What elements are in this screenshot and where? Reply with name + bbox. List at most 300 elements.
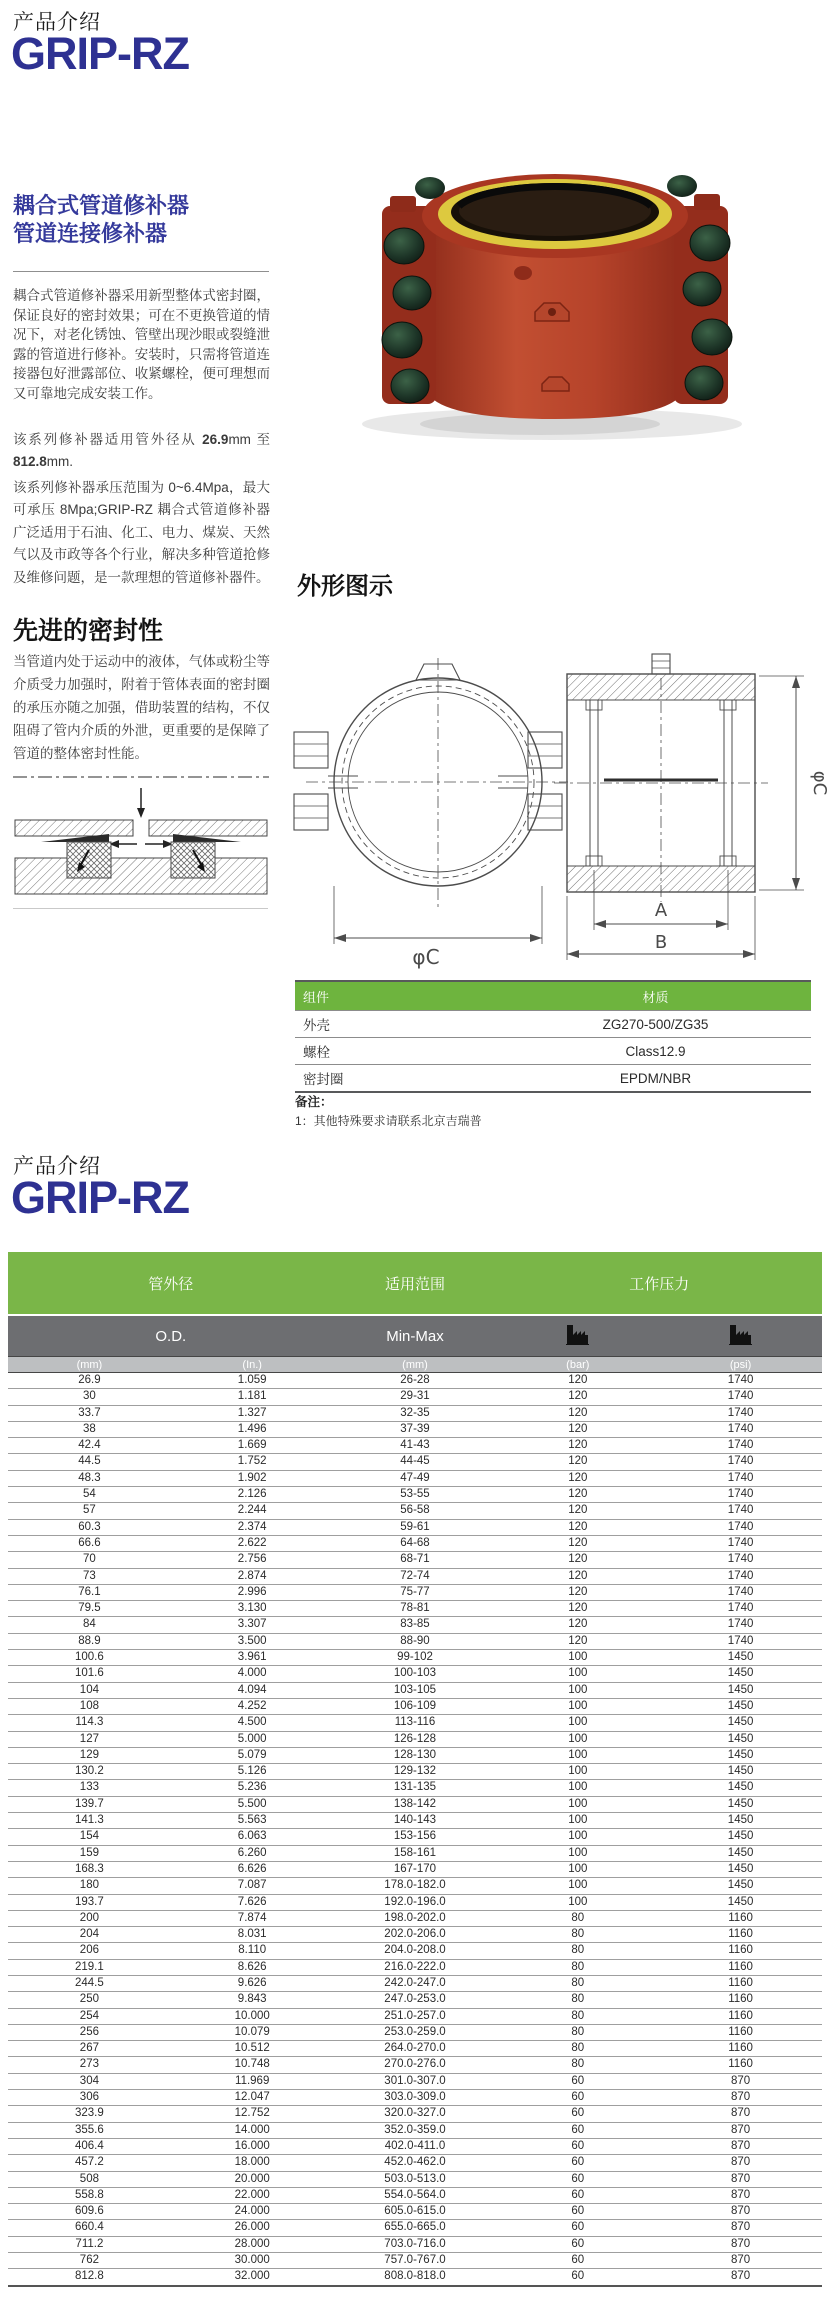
cell: 88-90	[334, 1633, 497, 1649]
cell: 106-109	[334, 1698, 497, 1714]
cell: 100	[496, 1650, 659, 1666]
cell: 7.626	[171, 1894, 334, 1910]
dim-a-label: A	[654, 900, 668, 921]
cell: 4.500	[171, 1715, 334, 1731]
cell: 120	[496, 1601, 659, 1617]
cell: 2.996	[171, 1584, 334, 1600]
cell: 5.236	[171, 1780, 334, 1796]
spec-group-header-row	[8, 1252, 822, 1315]
cell: 72-74	[334, 1568, 497, 1584]
table-row	[8, 1796, 822, 1812]
table-row	[8, 1487, 822, 1503]
table-row	[8, 1373, 822, 1389]
table-row	[8, 1405, 822, 1421]
cell: 4.094	[171, 1682, 334, 1698]
table-row	[8, 1617, 822, 1633]
cell: 80	[496, 2041, 659, 2057]
table-row	[8, 2138, 822, 2154]
cell: 80	[496, 2057, 659, 2073]
flow-arrows	[109, 840, 173, 848]
table-row	[8, 2090, 822, 2106]
table-row	[8, 1666, 822, 1682]
table-row	[8, 1845, 822, 1861]
cell: 104	[8, 1682, 171, 1698]
cell: 1740	[659, 1535, 822, 1551]
cell: 127	[8, 1731, 171, 1747]
table-row	[8, 1943, 822, 1959]
cell: 870	[659, 2220, 822, 2236]
unit-mm-range: (mm)	[334, 1357, 497, 1373]
cell: 3.307	[171, 1617, 334, 1633]
cell: Class12.9	[500, 1038, 811, 1065]
cell: 37-39	[334, 1421, 497, 1437]
cell: 247.0-253.0	[334, 1992, 497, 2008]
cell: 60	[496, 2155, 659, 2171]
cell: 503.0-513.0	[334, 2171, 497, 2187]
subtitle-line-2: 管道连接修补器	[13, 221, 168, 246]
cell: 554.0-564.0	[334, 2187, 497, 2203]
cell: 120	[496, 1487, 659, 1503]
cell: 808.0-818.0	[334, 2269, 497, 2286]
cell: 711.2	[8, 2236, 171, 2252]
table-row	[8, 1454, 822, 1470]
cell: 1450	[659, 1747, 822, 1763]
cell: 8.626	[171, 1959, 334, 1975]
cell: 20.000	[171, 2171, 334, 2187]
cell: 192.0-196.0	[334, 1894, 497, 1910]
cell: 120	[496, 1421, 659, 1437]
outline-heading: 外形图示	[297, 573, 393, 600]
table-row	[8, 2057, 822, 2073]
cell: 16.000	[171, 2138, 334, 2154]
cell: 1450	[659, 1796, 822, 1812]
cell: 204.0-208.0	[334, 1943, 497, 1959]
cell: 5.000	[171, 1731, 334, 1747]
cell: 3.130	[171, 1601, 334, 1617]
cell: 1740	[659, 1601, 822, 1617]
cell: 168.3	[8, 1861, 171, 1877]
cell: EPDM/NBR	[500, 1065, 811, 1093]
cell: 56-58	[334, 1503, 497, 1519]
cell: 153-156	[334, 1829, 497, 1845]
table-row	[8, 2008, 822, 2024]
cell: 1740	[659, 1552, 822, 1568]
cell: 870	[659, 2138, 822, 2154]
brand-title: GRIP-RZ	[11, 1172, 189, 1223]
table-row	[8, 2171, 822, 2187]
cell: 60	[496, 2236, 659, 2252]
sealing-paragraph: 当管道内处于运动中的液体，气体或粉尘等介质受力加强时，附着于管体表面的密封圈的承压亦随之加强，借助装置的结构，不仅阻碍了管内介质的外泄，更重要的是保障了管道的整体密封性能。	[13, 654, 270, 761]
cell: 12.752	[171, 2106, 334, 2122]
cell: 84	[8, 1617, 171, 1633]
header-pressure-bar	[496, 1315, 659, 1357]
seal-cross-section-diagram	[13, 770, 269, 896]
table-row	[8, 2122, 822, 2138]
cell: 32.000	[171, 2269, 334, 2286]
cell: 3.961	[171, 1650, 334, 1666]
cell: 1740	[659, 1373, 822, 1389]
cell: 870	[659, 2171, 822, 2187]
cell: 870	[659, 2236, 822, 2252]
table-row	[8, 2024, 822, 2040]
cell: 60	[496, 2253, 659, 2269]
cell: 12.047	[171, 2090, 334, 2106]
header-applicable-range: 适用范围	[334, 1252, 497, 1315]
dim-b-label: B	[654, 932, 668, 953]
cell: 131-135	[334, 1780, 497, 1796]
cell: 180	[8, 1878, 171, 1894]
cell: 44-45	[334, 1454, 497, 1470]
table-row	[8, 2187, 822, 2203]
table-row	[8, 1519, 822, 1535]
materials-table	[295, 980, 811, 1093]
min-diameter: 26.9	[202, 432, 229, 447]
cell: 30	[8, 1389, 171, 1405]
cell: 812.8	[8, 2269, 171, 2286]
cell: 1740	[659, 1389, 822, 1405]
cell: 60	[496, 2220, 659, 2236]
cell: 870	[659, 2187, 822, 2203]
cell: 609.6	[8, 2204, 171, 2220]
cell: 60	[496, 2090, 659, 2106]
materials-header-component: 组件	[295, 981, 500, 1011]
cell: 4.252	[171, 1698, 334, 1714]
cell: 75-77	[334, 1584, 497, 1600]
table-row	[8, 1959, 822, 1975]
cell: ZG270-500/ZG35	[500, 1011, 811, 1038]
cell: 870	[659, 2122, 822, 2138]
header-od: O.D.	[8, 1315, 334, 1357]
cell: 88.9	[8, 1633, 171, 1649]
cell: 100	[496, 1813, 659, 1829]
front-view-lines	[294, 658, 568, 910]
pressure-paragraph: 该系列修补器承压范围为 0~6.4Mpa，最大可承压 8Mpa;GRIP-RZ 耦合式管道修补器广泛适用于石油、化工、电力、煤炭、天然气以及市政等各个行业，解决多种管道抢修及维修问题，是一款理想的管道修补器件。	[13, 480, 270, 585]
top-rim	[422, 174, 688, 258]
cell: 128-130	[334, 1747, 497, 1763]
cell: 2.874	[171, 1568, 334, 1584]
cell: 1450	[659, 1764, 822, 1780]
cell: 1.181	[171, 1389, 334, 1405]
cell: 4.000	[171, 1666, 334, 1682]
cell: 251.0-257.0	[334, 2008, 497, 2024]
divider	[13, 908, 268, 909]
cell: 558.8	[8, 2187, 171, 2203]
cell: 139.7	[8, 1796, 171, 1812]
cell: 1740	[659, 1633, 822, 1649]
cell: 133	[8, 1780, 171, 1796]
table-row	[8, 1992, 822, 2008]
pipe-wall-left	[15, 820, 133, 836]
table-row	[8, 1601, 822, 1617]
cell: 1740	[659, 1617, 822, 1633]
cell: 60	[496, 2269, 659, 2286]
cell: 41-43	[334, 1438, 497, 1454]
front-dim-label: φC	[412, 945, 440, 969]
cell: 1740	[659, 1405, 822, 1421]
cell: 2.756	[171, 1552, 334, 1568]
cell: 306	[8, 2090, 171, 2106]
cell: 47-49	[334, 1470, 497, 1486]
cell: 60	[496, 2122, 659, 2138]
cell: 301.0-307.0	[334, 2073, 497, 2089]
cell: 80	[496, 1910, 659, 1926]
cell: 178.0-182.0	[334, 1878, 497, 1894]
cell: 100	[496, 1796, 659, 1812]
cell: 80	[496, 1959, 659, 1975]
unit-bar: (bar)	[496, 1357, 659, 1373]
cell: 870	[659, 2155, 822, 2171]
cell: 870	[659, 2253, 822, 2269]
cell: 64-68	[334, 1535, 497, 1551]
cell: 10.748	[171, 2057, 334, 2073]
table-row	[8, 1552, 822, 1568]
cell: 1740	[659, 1454, 822, 1470]
cell: 79.5	[8, 1601, 171, 1617]
cell: 100	[496, 1715, 659, 1731]
table-row	[295, 1011, 811, 1038]
cell: 60	[496, 2138, 659, 2154]
cell: 2.374	[171, 1519, 334, 1535]
cell: 1160	[659, 1910, 822, 1926]
cell: 256	[8, 2024, 171, 2040]
unit-in: (In.)	[171, 1357, 334, 1373]
cell: 2.244	[171, 1503, 334, 1519]
cell: 99-102	[334, 1650, 497, 1666]
cell: 402.0-411.0	[334, 2138, 497, 2154]
cell: 1160	[659, 2024, 822, 2040]
table-row	[8, 2220, 822, 2236]
spec-units-row	[8, 1357, 822, 1373]
cell: 9.843	[171, 1992, 334, 2008]
cell: 100	[496, 1731, 659, 1747]
cell: 5.126	[171, 1764, 334, 1780]
brand-title: GRIP-RZ	[11, 28, 189, 79]
leak-arrow-down	[137, 788, 145, 818]
cell: 5.563	[171, 1813, 334, 1829]
table-row	[8, 1910, 822, 1926]
cell: 60	[496, 2106, 659, 2122]
cell: 120	[496, 1552, 659, 1568]
cell: 303.0-309.0	[334, 2090, 497, 2106]
cell: 120	[496, 1405, 659, 1421]
cell: 103-105	[334, 1682, 497, 1698]
table-row	[8, 2269, 822, 2286]
cell: 32-35	[334, 1405, 497, 1421]
side-dim-label: φC	[809, 770, 830, 796]
cell: 24.000	[171, 2204, 334, 2220]
cell: 870	[659, 2106, 822, 2122]
cell: 242.0-247.0	[334, 1975, 497, 1991]
cell: 202.0-206.0	[334, 1927, 497, 1943]
cell: 120	[496, 1373, 659, 1389]
cell: 68-71	[334, 1552, 497, 1568]
divider	[13, 271, 269, 272]
cell: 100	[496, 1682, 659, 1698]
cell: 1160	[659, 1992, 822, 2008]
max-diameter: 812.8	[13, 454, 47, 470]
cell: 33.7	[8, 1405, 171, 1421]
range-suffix: mm.	[46, 454, 74, 470]
table-row	[8, 2041, 822, 2057]
cell: 80	[496, 1943, 659, 1959]
cell: 1160	[659, 2041, 822, 2057]
cell: 1450	[659, 1861, 822, 1877]
cell: 1.669	[171, 1438, 334, 1454]
sealing-heading: 先进的密封性	[13, 617, 164, 645]
cell: 216.0-222.0	[334, 1959, 497, 1975]
cell: 30.000	[171, 2253, 334, 2269]
cell: 83-85	[334, 1617, 497, 1633]
cell: 80	[496, 1927, 659, 1943]
cell: 螺栓	[295, 1038, 500, 1065]
note-block	[295, 1092, 482, 1129]
cell: 10.512	[171, 2041, 334, 2057]
cell: 2.126	[171, 1487, 334, 1503]
cell: 1740	[659, 1568, 822, 1584]
cell: 762	[8, 2253, 171, 2269]
cell: 206	[8, 1943, 171, 1959]
cell: 1740	[659, 1421, 822, 1437]
cell: 406.4	[8, 2138, 171, 2154]
cell: 870	[659, 2090, 822, 2106]
cell: 80	[496, 1975, 659, 1991]
cell: 7.087	[171, 1878, 334, 1894]
cell: 8.031	[171, 1927, 334, 1943]
cell: 1.752	[171, 1454, 334, 1470]
cell: 108	[8, 1698, 171, 1714]
cell: 452.0-462.0	[334, 2155, 497, 2171]
cell: 6.260	[171, 1845, 334, 1861]
cell: 193.7	[8, 1894, 171, 1910]
table-row	[8, 2204, 822, 2220]
cell: 253.0-259.0	[334, 2024, 497, 2040]
table-row	[8, 1715, 822, 1731]
cell: 1450	[659, 1715, 822, 1731]
cell: 100	[496, 1878, 659, 1894]
diameter-range-paragraph	[13, 429, 270, 474]
table-row	[8, 1389, 822, 1405]
cell: 26-28	[334, 1373, 497, 1389]
cell: 18.000	[171, 2155, 334, 2171]
subtitle-line-1: 耦合式管道修补器	[13, 193, 190, 218]
cell: 1740	[659, 1519, 822, 1535]
cell: 1160	[659, 1927, 822, 1943]
cell: 54	[8, 1487, 171, 1503]
cell: 22.000	[171, 2187, 334, 2203]
cell: 254	[8, 2008, 171, 2024]
cell: 264.0-270.0	[334, 2041, 497, 2057]
cell: 320.0-327.0	[334, 2106, 497, 2122]
table-row	[8, 1535, 822, 1551]
range-prefix: 该系列修补器适用管外径从	[13, 432, 203, 447]
unit-psi: (psi)	[659, 1357, 822, 1373]
cell: 2.622	[171, 1535, 334, 1551]
cell: 100.6	[8, 1650, 171, 1666]
range-mid: mm 至	[228, 432, 270, 447]
pressure-icon	[728, 1323, 754, 1345]
cell: 66.6	[8, 1535, 171, 1551]
cell: 159	[8, 1845, 171, 1861]
table-row	[8, 1633, 822, 1649]
product-subtitle	[13, 192, 270, 248]
cell: 120	[496, 1389, 659, 1405]
cell: 59-61	[334, 1519, 497, 1535]
table-row	[8, 1698, 822, 1714]
cell: 198.0-202.0	[334, 1910, 497, 1926]
cell: 120	[496, 1568, 659, 1584]
cell: 100	[496, 1747, 659, 1763]
cell: 304	[8, 2073, 171, 2089]
materials-header-row	[295, 981, 811, 1011]
cell: 100	[496, 1764, 659, 1780]
cell: 70	[8, 1552, 171, 1568]
cell: 1450	[659, 1731, 822, 1747]
table-row	[8, 1470, 822, 1486]
cell: 352.0-359.0	[334, 2122, 497, 2138]
pipe-wall-right	[149, 820, 267, 836]
cell: 100	[496, 1829, 659, 1845]
cell: 1450	[659, 1845, 822, 1861]
table-row	[8, 1975, 822, 1991]
cell: 126-128	[334, 1731, 497, 1747]
cell: 129-132	[334, 1764, 497, 1780]
table-row	[8, 2253, 822, 2269]
cell: 28.000	[171, 2236, 334, 2252]
cell: 9.626	[171, 1975, 334, 1991]
cell: 26.9	[8, 1373, 171, 1389]
table-row	[8, 1682, 822, 1698]
cell: 244.5	[8, 1975, 171, 1991]
table-row	[8, 1731, 822, 1747]
cell: 141.3	[8, 1813, 171, 1829]
cell: 1740	[659, 1487, 822, 1503]
table-row	[8, 1813, 822, 1829]
cell: 120	[496, 1503, 659, 1519]
materials-header-material: 材质	[500, 981, 811, 1011]
header-pressure-psi	[659, 1315, 822, 1357]
cell: 457.2	[8, 2155, 171, 2171]
table-row	[8, 1568, 822, 1584]
cell: 7.874	[171, 1910, 334, 1926]
cell: 120	[496, 1438, 659, 1454]
table-row	[295, 1038, 811, 1065]
cell: 60	[496, 2171, 659, 2187]
cell: 508	[8, 2171, 171, 2187]
cell: 10.079	[171, 2024, 334, 2040]
cell: 1450	[659, 1894, 822, 1910]
table-row	[8, 1927, 822, 1943]
table-row	[8, 2236, 822, 2252]
cell: 101.6	[8, 1666, 171, 1682]
cell: 1160	[659, 1975, 822, 1991]
cell: 757.0-767.0	[334, 2253, 497, 2269]
spec-sub-header-row	[8, 1315, 822, 1357]
header-pipe-od: 管外径	[8, 1252, 334, 1315]
cell: 100	[496, 1780, 659, 1796]
table-row	[8, 1503, 822, 1519]
table-row	[8, 1894, 822, 1910]
cell: 80	[496, 2008, 659, 2024]
cell: 200	[8, 1910, 171, 1926]
table-row	[8, 1650, 822, 1666]
cell: 138-142	[334, 1796, 497, 1812]
table-row	[8, 2106, 822, 2122]
cell: 5.500	[171, 1796, 334, 1812]
cell: 120	[496, 1633, 659, 1649]
cell: 1740	[659, 1470, 822, 1486]
table-row	[8, 1747, 822, 1763]
table-row	[295, 1065, 811, 1093]
